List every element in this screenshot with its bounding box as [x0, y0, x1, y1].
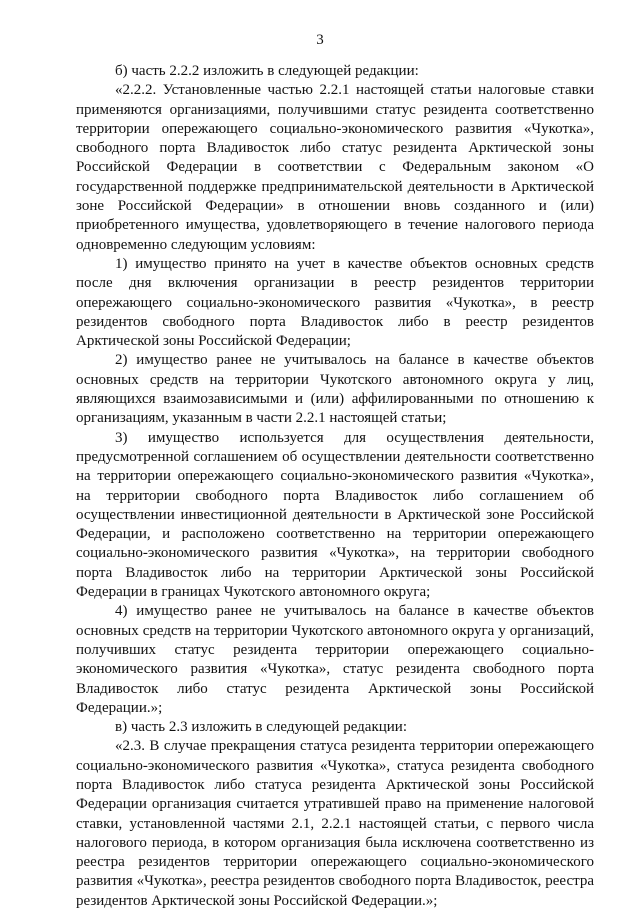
paragraph: 2) имущество ранее не учитывалось на балансе в качестве объектов основных средств на территории Чукотского автономного округа у лиц, являющихся взаимозависимыми и (или) аффилированными по отношению к организациям, указанным в части 2.2.1 настоящей статьи;: [76, 352, 594, 427]
paragraph: в) часть 2.3 изложить в следующей редакции:: [115, 719, 407, 736]
paragraph: 4) имущество ранее не учитывалось на балансе в качестве объектов основных средств на территории Чукотского автономного округа у организаций, получивших статус резидента территории опережающего социально-экономического развития «Чукотка», статус резидента свободного порта Владивосток либо статус резидента Арктической зоны Российской Федерации.»;: [76, 603, 594, 716]
paragraph: 3) имущество используется для осуществления деятельности, предусмотренной соглашением об осуществлении деятельности соответственно на территории опережающего социально-экономического развития «Чукотка», на территории свободного порта Владивосток либо соглашением об осуществлении инвестиционной деятельности в Арктической зоне Российской Федерации, и расположено соответственно на территории опережающего социально-экономического развития «Чукотка», на территории свободного порта Владивосток либо на территории Арктической зоны Российской Федерации в границах Чукотского автономного округа;: [76, 429, 594, 601]
paragraph: «2.2.2. Установленные частью 2.2.1 настоящей статьи налоговые ставки применяются организациями, получившими статус резидента соответственно территории опережающего социально-экономического развития «Чукотка», свободного порта Владивосток либо статус резидента Арктической зоны Российской Федерации в соответствии с Федеральным законом «О государственной поддержке предпринимательской деятельности в Арктической зоне Российской Федерации» в отношении вновь созданного и (или) приобретенного имущества, удовлетворяющего в течение налогового периода одновременно следующим условиям:: [76, 82, 594, 253]
paragraph: 1) имущество принято на учет в качестве объектов основных средств после дня включения организации в реестр резидентов территории опережающего социально-экономического развития «Чукотка», в реестр резидентов свободного порта Владивосток либо в реестр резидентов Арктической зоны Российской Федерации;: [76, 255, 594, 350]
page-number: 3: [316, 32, 324, 48]
paragraph: б) часть 2.2.2 изложить в следующей редакции:: [115, 63, 419, 79]
paragraph: «2.3. В случае прекращения статуса резидента территории опережающего социально-экономического развития «Чукотка», статуса резидента свободного порта Владивосток либо статуса резидента Арктической зоны Российской Федерации организация считается утратившей право на применение налоговой ставки, установленной частями 2.1, 2.2.1 настоящей статьи, с первого числа налогового периода, в котором организация была исключена соответственно из реестра резидентов территории опережающего социально-экономического развития «Чукотка», реестра резидентов свободного порта Владивосток, реестра резидентов Арктической зоны Российской Федерации.»;: [76, 738, 594, 909]
document-body: [76, 62, 594, 911]
